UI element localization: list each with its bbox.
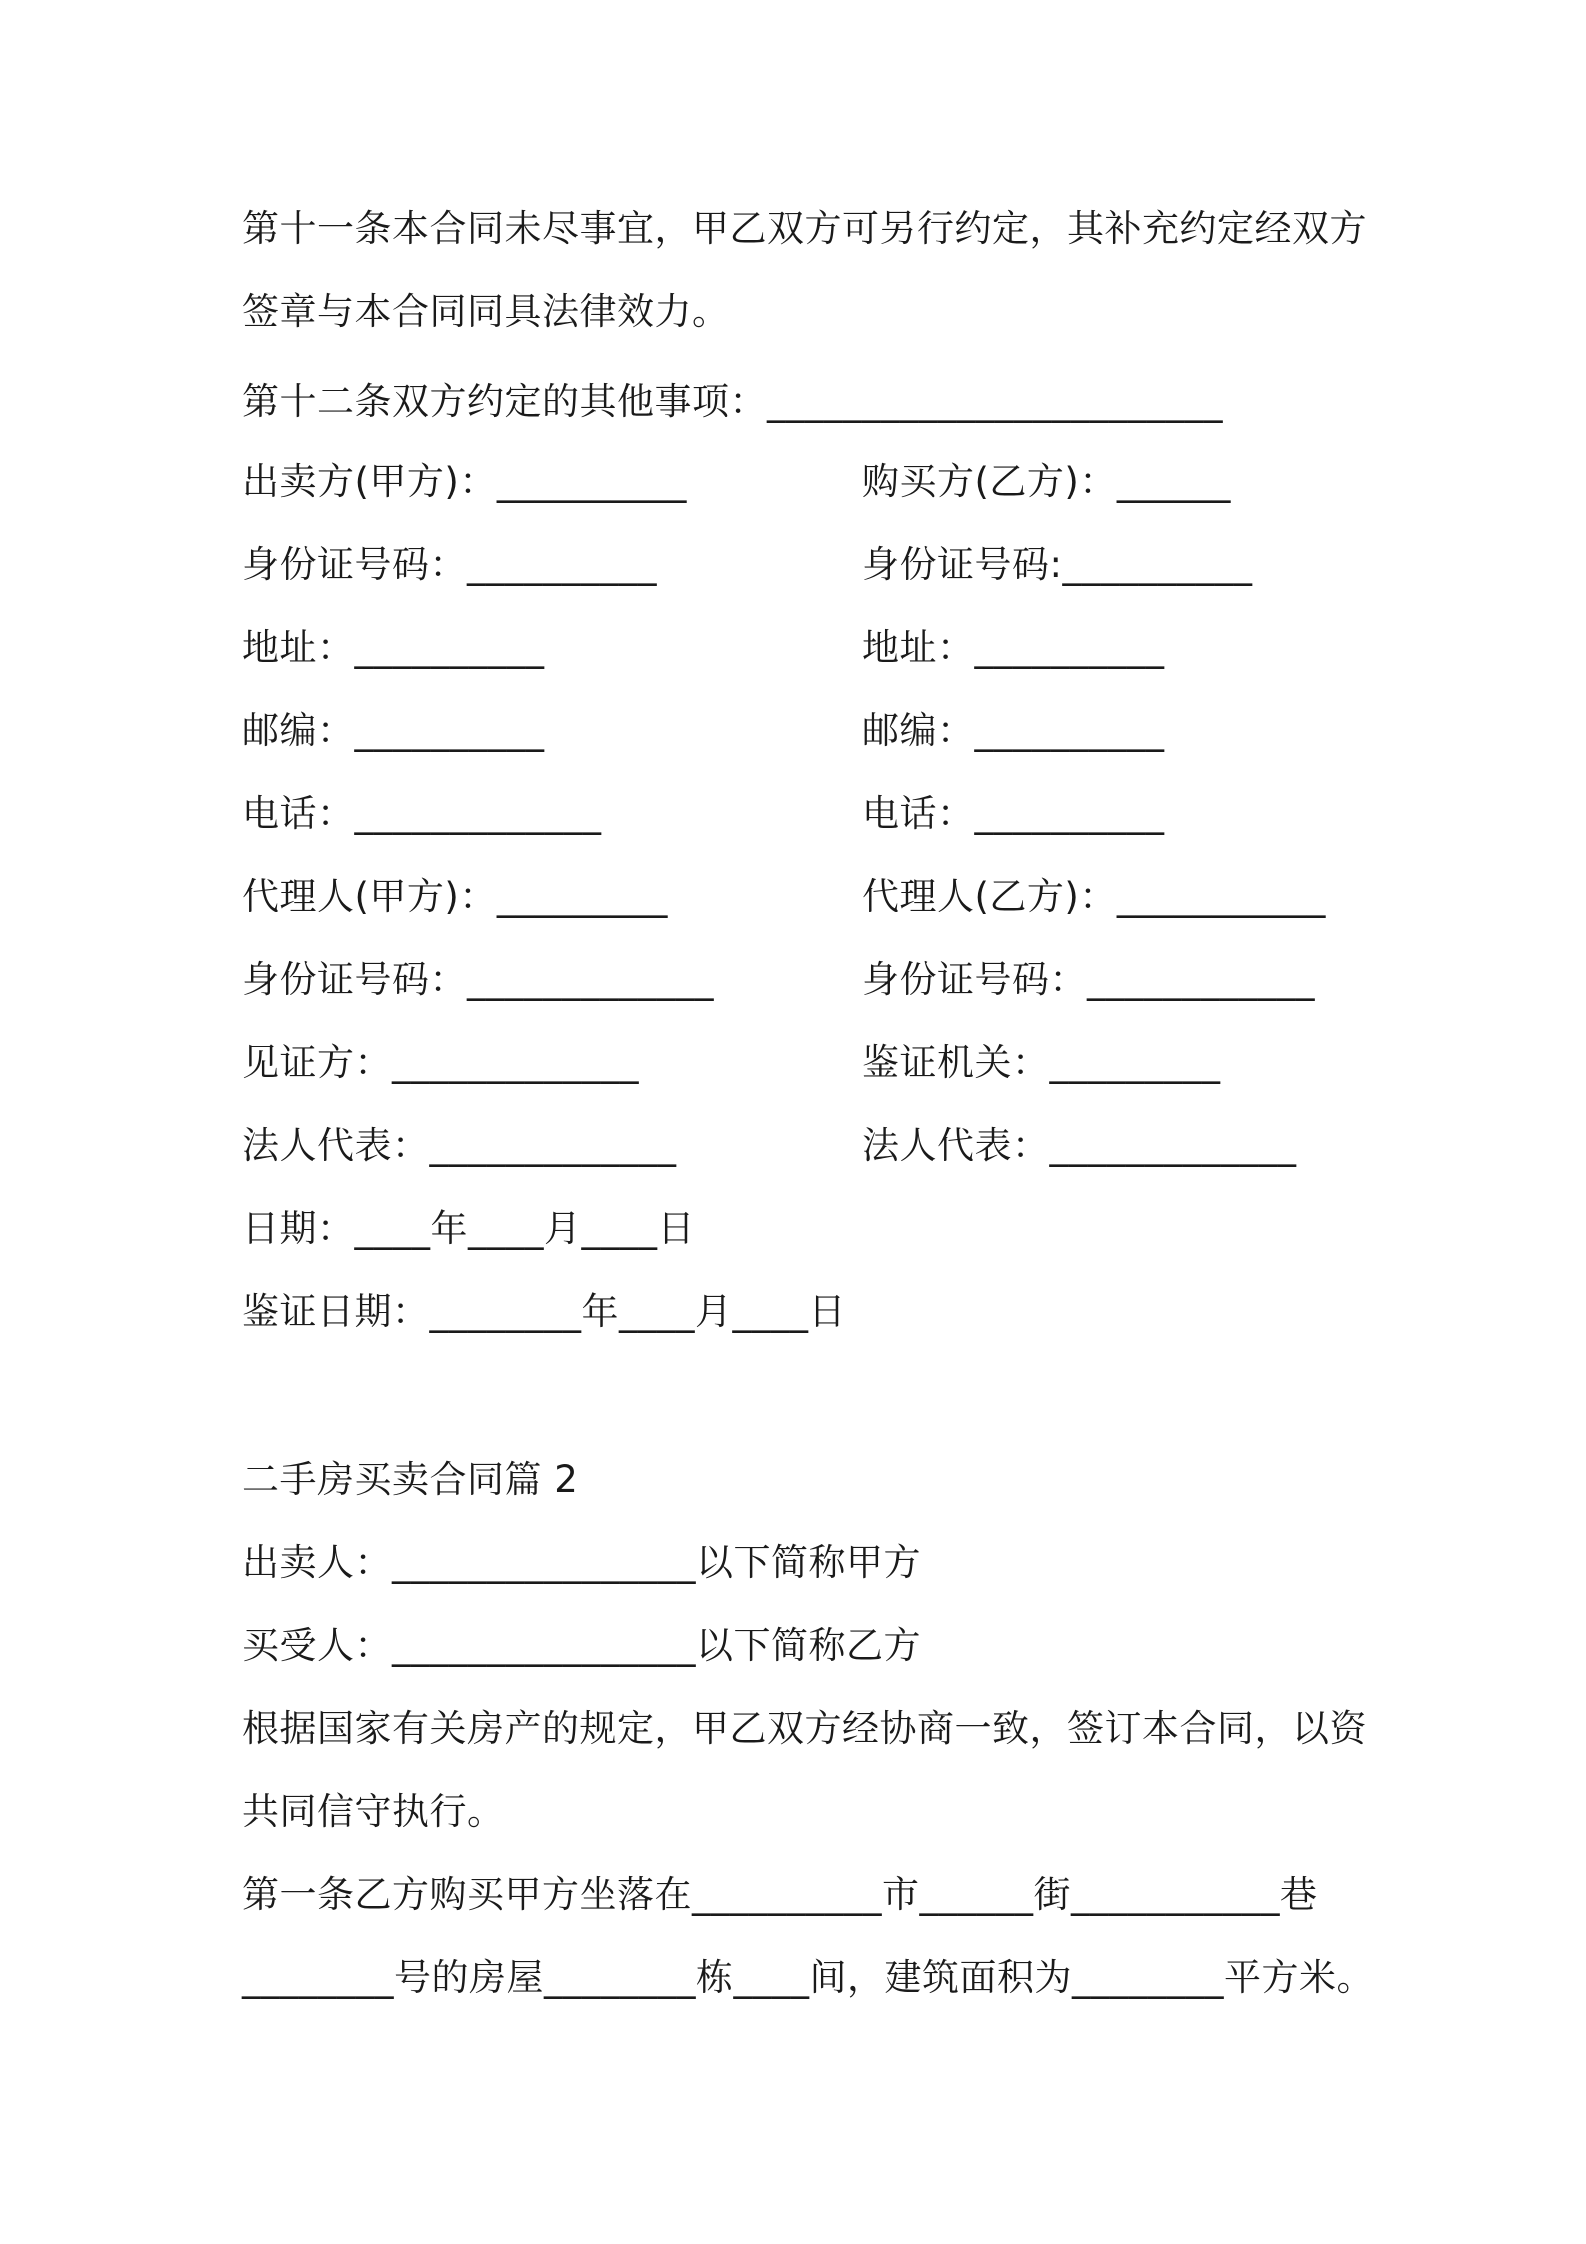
seller-phone-field: 电话：_____________ bbox=[242, 792, 602, 835]
witness-field: 见证方：_____________ bbox=[242, 1041, 639, 1084]
preamble-line-1: 根据国家有关房产的规定，甲乙双方经协商一致，签订本合同，以资 bbox=[242, 1707, 1367, 1750]
article-11-line-1: 第十一条本合同未尽事宜，甲乙双方可另行约定，其补充约定经双方 bbox=[242, 207, 1367, 250]
buyer-agent-id-field: 身份证号码：____________ bbox=[862, 958, 1315, 1001]
buyer-line: 买受人：________________以下简称乙方 bbox=[242, 1624, 921, 1667]
seller-party-field: 出卖方(甲方)：__________ bbox=[242, 460, 687, 503]
buyer-party-field: 购买方(乙方)：______ bbox=[862, 460, 1231, 503]
article-12: 第十二条双方约定的其他事项：________________________ bbox=[242, 380, 1223, 423]
seller-postcode-field: 邮编：__________ bbox=[242, 709, 545, 752]
preamble-line-2: 共同信守执行。 bbox=[242, 1790, 505, 1833]
seller-agent-field: 代理人(甲方)：_________ bbox=[242, 875, 668, 918]
section-2-title: 二手房买卖合同篇 2 bbox=[242, 1458, 579, 1501]
seller-line: 出卖人：________________以下简称甲方 bbox=[242, 1541, 921, 1584]
buyer-phone-field: 电话：__________ bbox=[862, 792, 1165, 835]
authority-legal-rep-field: 法人代表：_____________ bbox=[862, 1124, 1297, 1167]
seller-id-field: 身份证号码：__________ bbox=[242, 543, 657, 586]
witness-legal-rep-field: 法人代表：_____________ bbox=[242, 1124, 677, 1167]
article-1-line-2: ________号的房屋________栋____间，建筑面积为________平方米。 bbox=[242, 1956, 1374, 1999]
article-1-line-1: 第一条乙方购买甲方坐落在__________市______街___________巷 bbox=[242, 1873, 1318, 1916]
authentication-authority-field: 鉴证机关：_________ bbox=[862, 1041, 1221, 1084]
buyer-postcode-field: 邮编：__________ bbox=[862, 709, 1165, 752]
authentication-date-field: 鉴证日期：________年____月____日 bbox=[242, 1290, 846, 1333]
buyer-agent-field: 代理人(乙方)：___________ bbox=[862, 875, 1326, 918]
buyer-address-field: 地址：__________ bbox=[862, 626, 1165, 669]
date-field: 日期：____年____月____日 bbox=[242, 1207, 695, 1250]
buyer-id-field: 身份证号码:__________ bbox=[862, 543, 1253, 586]
seller-address-field: 地址：__________ bbox=[242, 626, 545, 669]
article-11-line-2: 签章与本合同同具法律效力。 bbox=[242, 290, 730, 333]
seller-agent-id-field: 身份证号码：_____________ bbox=[242, 958, 714, 1001]
